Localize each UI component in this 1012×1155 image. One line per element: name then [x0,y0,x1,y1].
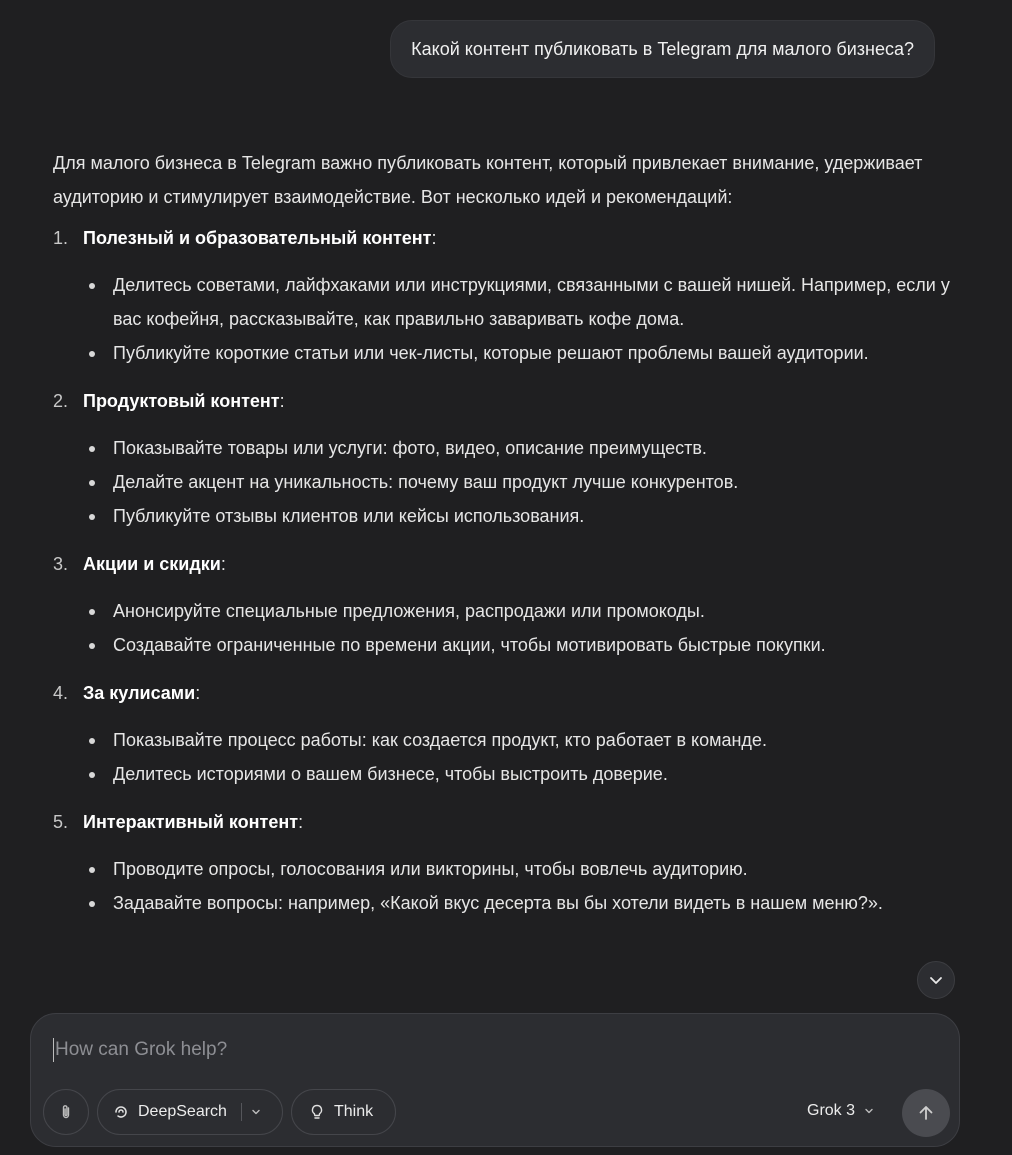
section-number: 2. [53,391,69,411]
list-item: Показывайте товары или услуги: фото, видео, описание преимуществ. [85,431,953,465]
list-item: Проводите опросы, голосования или викторины, чтобы вовлечь аудиторию. [85,852,953,886]
list-item: Делитесь советами, лайфхаками или инструкциями, связанными с вашей нишей. Например, если у вас кофейня, рассказывайте, как правильно заваривать кофе дома. [85,268,953,336]
section-heading [53,221,953,255]
answer-section [53,676,953,791]
list-item: Делайте акцент на уникальность: почему ваш продукт лучше конкурентов. [85,465,953,499]
send-button[interactable] [902,1089,950,1137]
deepsearch-label: DeepSearch [138,1103,227,1120]
deepsearch-button[interactable] [97,1089,283,1135]
scroll-down-button[interactable] [917,961,955,999]
section-heading [53,805,953,839]
section-title-colon: : [220,554,226,574]
user-message-text: Какой контент публиковать в Telegram для малого бизнеса? [411,38,914,59]
section-bullets [53,268,953,370]
paperclip-icon [57,1103,75,1121]
think-button[interactable] [291,1089,396,1135]
answer-intro: Для малого бизнеса в Telegram важно публиковать контент, который привлекает внимание, удерживает аудиторию и стимулирует взаимодействие. Вот несколько идей и рекомендаций: [53,153,923,207]
list-item: Создавайте ограниченные по времени акции, чтобы мотивировать быстрые покупки. [85,628,953,662]
section-title: Акции и скидки [83,554,221,574]
section-title-colon: : [195,683,201,703]
attach-button[interactable] [43,1089,89,1135]
section-title-colon: : [279,391,285,411]
model-label: Grok 3 [807,1102,856,1119]
section-number: 5. [53,812,69,832]
chevron-down-icon [863,1105,875,1117]
list-item: Публикуйте отзывы клиентов или кейсы использования. [85,499,953,533]
user-message-bubble [390,20,935,78]
section-number: 4. [53,683,69,703]
answer-section [53,805,953,920]
section-heading [53,384,953,418]
model-selector[interactable] [807,1102,875,1120]
list-item: Публикуйте короткие статьи или чек-листы, которые решают проблемы вашей аудитории. [85,336,953,370]
list-item: Показывайте процесс работы: как создается продукт, кто работает в команде. [85,723,953,757]
section-title: Полезный и образовательный контент [83,228,432,248]
section-number: 3. [53,554,69,574]
deepsearch-icon [112,1103,130,1121]
deepsearch-divider [241,1103,242,1121]
section-title: Интерактивный контент [83,812,299,832]
section-bullets [53,431,953,533]
section-title-colon: : [298,812,304,832]
section-heading [53,676,953,710]
section-title: За кулисами [83,683,196,703]
chevron-down-icon [928,972,944,988]
deepsearch-dropdown[interactable] [250,1106,262,1118]
chevron-down-icon [250,1106,262,1118]
section-title-colon: : [431,228,437,248]
answer-section [53,384,953,533]
lightbulb-icon [308,1103,326,1121]
answer-section [53,221,953,370]
section-bullets [53,852,953,920]
think-label: Think [334,1103,374,1120]
assistant-answer [53,146,953,920]
arrow-up-icon [916,1103,936,1123]
list-item: Задавайте вопросы: например, «Какой вкус десерта вы бы хотели видеть в нашем меню?». [85,886,953,920]
section-heading [53,547,953,581]
answer-sections [53,221,953,920]
section-bullets [53,594,953,662]
section-bullets [53,723,953,791]
composer [30,1013,960,1147]
answer-section [53,547,953,662]
section-title: Продуктовый контент [83,391,280,411]
list-item: Делитесь историями о вашем бизнесе, чтобы выстроить доверие. [85,757,953,791]
section-number: 1. [53,228,69,248]
prompt-input[interactable]: How can Grok help? [53,1038,915,1062]
list-item: Анонсируйте специальные предложения, распродажи или промокоды. [85,594,953,628]
